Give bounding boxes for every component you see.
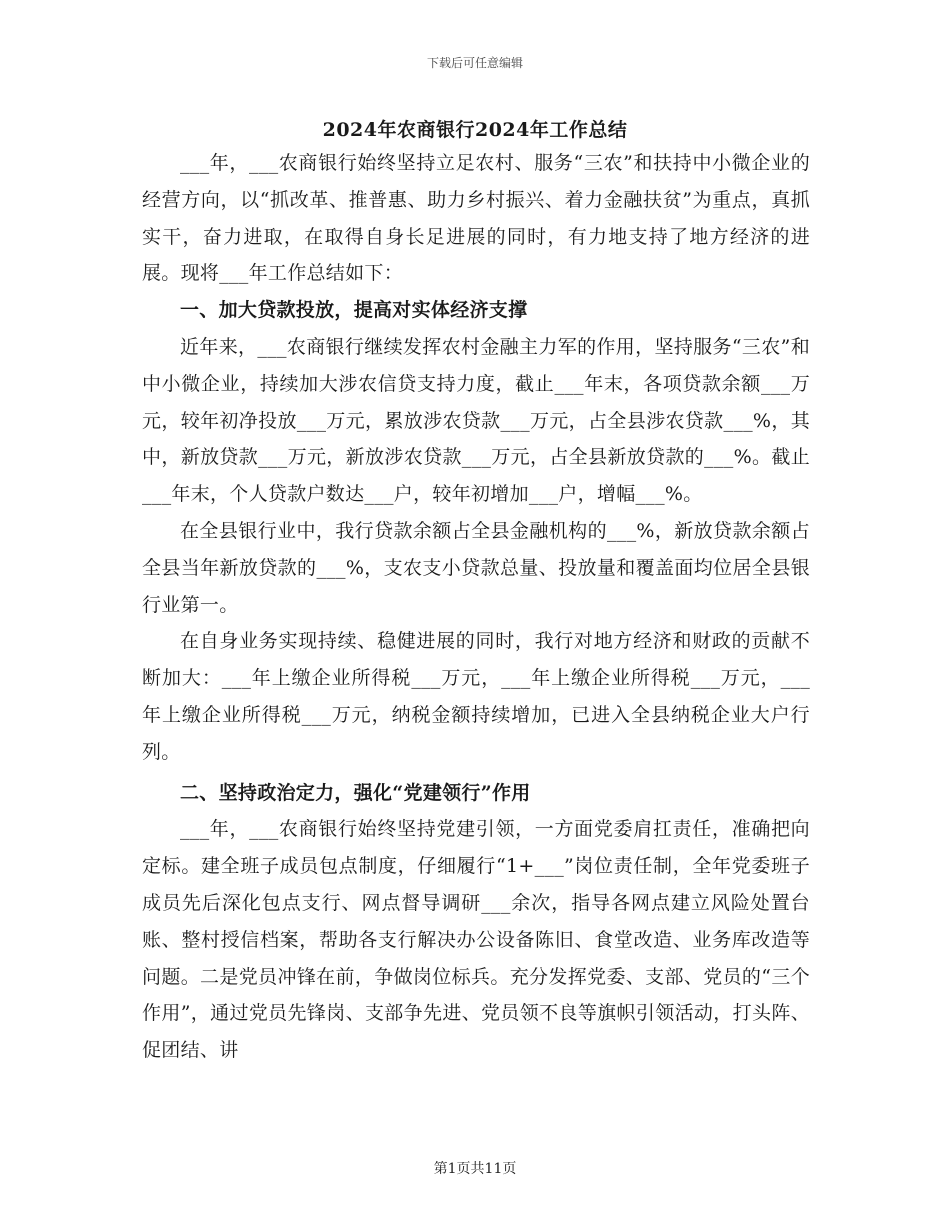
header-note: 下载后可任意编辑 <box>426 56 523 70</box>
page-number-footer: 第1页共11页 <box>433 1161 517 1177</box>
paragraph-party-building: ___年，___农商银行始终坚持党建引领，一方面党委肩扛责任，准确把向定标。建全班子成员包点制度，仔细履行“1+___”岗位责任制，全年党委班子成员先后深化包点支行、网点督导调研___余次，指导各网点建立风险处置台账、整村授信档案，帮助各支行解决办公设备陈旧、食堂改造、业务库改造等问题。二是党员冲锋在前，争做岗位标兵。充分发挥党委、支部、党员的“三个作用”，通过党员先锋岗、支部争先进、党员领不良等旗帜引领活动，打头阵、促团结、讲 <box>142 818 810 1062</box>
section-heading-2: 二、坚持政治定力，强化“党建领行”作用 <box>180 781 531 804</box>
section-heading-1: 一、加大贷款投放，提高对实体经济支撑 <box>180 299 528 322</box>
document-body <box>142 145 810 1069</box>
paragraph-county-share: 在全县银行业中，我行贷款余额占全县金融机构的___%，新放贷款余额占全县当年新放贷款的___%，支农支小贷款总量、投放量和覆盖面均位居全县银行业第一。 <box>142 519 810 616</box>
paragraph-intro: ___年，___农商银行始终坚持立足农村、服务“三农”和扶持中小微企业的经营方向，以“抓改革、推普惠、助力乡村振兴、着力金融扶贫”为重点，真抓实干，奋力进取，在取得自身长足进展的同时，有力地支持了地方经济的进展。现将___年工作总结如下： <box>142 152 810 285</box>
paragraph-loans: 近年来，___农商银行继续发挥农村金融主力军的作用，坚持服务“三农”和中小微企业，持续加大涉农信贷支持力度，截止___年末，各项贷款余额___万元，较年初净投放___万元，累放涉农贷款___万元，占全县涉农贷款___%，其中，新放贷款___万元，新放涉农贷款___万元，占全县新放贷款的___%。截止___年末，个人贷款户数达___户，较年初增加___户，增幅___%。 <box>142 335 810 506</box>
document-title: 2024年农商银行2024年工作总结 <box>322 119 628 141</box>
paragraph-tax-contribution: 在自身业务实现持续、稳健进展的同时，我行对地方经济和财政的贡献不断加大：___年上缴企业所得税___万元，___年上缴企业所得税___万元，___年上缴企业所得税___万元，纳税金额持续增加，已进入全县纳税企业大户行列。 <box>142 630 810 763</box>
